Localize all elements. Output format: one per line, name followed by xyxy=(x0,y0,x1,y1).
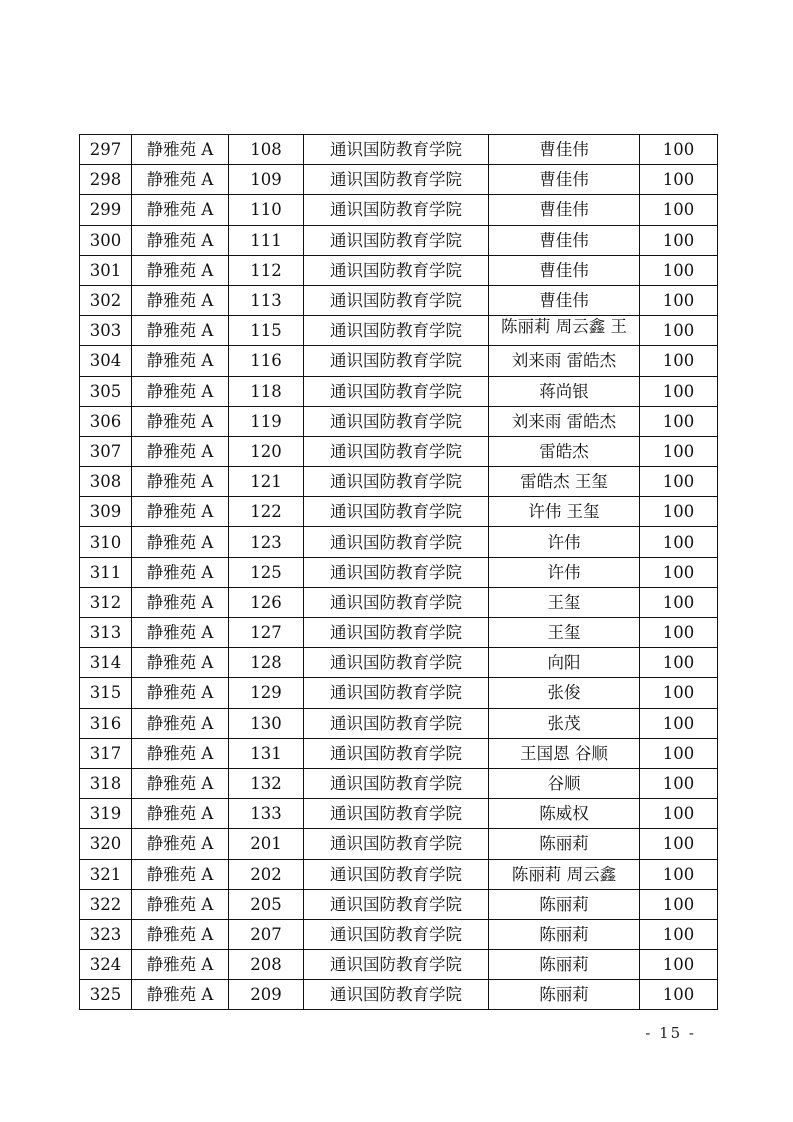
table-row xyxy=(80,436,718,466)
cell-building: 静雅苑 A xyxy=(132,980,229,1010)
cell-college: 通识国防教育学院 xyxy=(304,889,489,919)
cell-room: 207 xyxy=(229,919,304,949)
cell-building: 静雅苑 A xyxy=(132,285,229,315)
cell-building: 静雅苑 A xyxy=(132,376,229,406)
cell-building: 静雅苑 A xyxy=(132,135,229,165)
table-row xyxy=(80,708,718,738)
cell-score: 100 xyxy=(640,165,718,195)
table-row xyxy=(80,165,718,195)
cell-score: 100 xyxy=(640,799,718,829)
table-row xyxy=(80,648,718,678)
cell-college: 通识国防教育学院 xyxy=(304,950,489,980)
cell-college: 通识国防教育学院 xyxy=(304,225,489,255)
cell-name: 陈丽莉 xyxy=(489,919,640,949)
cell-college: 通识国防教育学院 xyxy=(304,768,489,798)
cell-building: 静雅苑 A xyxy=(132,467,229,497)
cell-building: 静雅苑 A xyxy=(132,829,229,859)
cell-seq: 303 xyxy=(80,316,132,346)
cell-score: 100 xyxy=(640,980,718,1010)
cell-score: 100 xyxy=(640,376,718,406)
cell-name: 王玺 xyxy=(489,587,640,617)
cell-seq: 299 xyxy=(80,195,132,225)
cell-college: 通识国防教育学院 xyxy=(304,618,489,648)
cell-name: 张俊 xyxy=(489,678,640,708)
cell-building: 静雅苑 A xyxy=(132,859,229,889)
cell-college: 通识国防教育学院 xyxy=(304,587,489,617)
cell-seq: 316 xyxy=(80,708,132,738)
cell-building: 静雅苑 A xyxy=(132,527,229,557)
cell-building: 静雅苑 A xyxy=(132,436,229,466)
cell-name: 曹佳伟 xyxy=(489,285,640,315)
table-row xyxy=(80,557,718,587)
cell-seq: 318 xyxy=(80,768,132,798)
cell-seq: 313 xyxy=(80,618,132,648)
cell-room: 205 xyxy=(229,889,304,919)
cell-room: 108 xyxy=(229,135,304,165)
table-row xyxy=(80,829,718,859)
cell-score: 100 xyxy=(640,195,718,225)
cell-building: 静雅苑 A xyxy=(132,950,229,980)
cell-name: 雷皓杰 xyxy=(489,436,640,466)
cell-score: 100 xyxy=(640,135,718,165)
cell-building: 静雅苑 A xyxy=(132,708,229,738)
cell-seq: 300 xyxy=(80,225,132,255)
cell-seq: 305 xyxy=(80,376,132,406)
table-row xyxy=(80,799,718,829)
cell-college: 通识国防教育学院 xyxy=(304,527,489,557)
cell-seq: 302 xyxy=(80,285,132,315)
cell-seq: 304 xyxy=(80,346,132,376)
cell-name: 刘来雨 雷皓杰 xyxy=(489,406,640,436)
cell-score: 100 xyxy=(640,436,718,466)
cell-seq: 325 xyxy=(80,980,132,1010)
cell-name: 陈丽莉 周云鑫 xyxy=(489,859,640,889)
cell-score: 100 xyxy=(640,708,718,738)
cell-score: 100 xyxy=(640,678,718,708)
cell-name: 许伟 王玺 xyxy=(489,497,640,527)
cell-name: 陈丽莉 xyxy=(489,980,640,1010)
table-row xyxy=(80,346,718,376)
cell-score: 100 xyxy=(640,255,718,285)
cell-name: 陈威权 xyxy=(489,799,640,829)
cell-seq: 319 xyxy=(80,799,132,829)
cell-score: 100 xyxy=(640,285,718,315)
cell-score: 100 xyxy=(640,587,718,617)
cell-college: 通识国防教育学院 xyxy=(304,557,489,587)
cell-room: 127 xyxy=(229,618,304,648)
cell-room: 113 xyxy=(229,285,304,315)
cell-seq: 322 xyxy=(80,889,132,919)
cell-seq: 317 xyxy=(80,738,132,768)
cell-building: 静雅苑 A xyxy=(132,648,229,678)
cell-score: 100 xyxy=(640,950,718,980)
cell-building: 静雅苑 A xyxy=(132,346,229,376)
cell-name: 曹佳伟 xyxy=(489,225,640,255)
cell-score: 100 xyxy=(640,316,718,346)
cell-building: 静雅苑 A xyxy=(132,316,229,346)
cell-room: 121 xyxy=(229,467,304,497)
cell-name: 陈丽莉 周云鑫 王 xyxy=(489,316,640,346)
cell-name: 曹佳伟 xyxy=(489,255,640,285)
cell-score: 100 xyxy=(640,889,718,919)
cell-name: 王国恩 谷顺 xyxy=(489,738,640,768)
cell-room: 201 xyxy=(229,829,304,859)
cell-score: 100 xyxy=(640,919,718,949)
cell-room: 209 xyxy=(229,980,304,1010)
cell-college: 通识国防教育学院 xyxy=(304,678,489,708)
cell-seq: 315 xyxy=(80,678,132,708)
table-row xyxy=(80,316,718,346)
cell-building: 静雅苑 A xyxy=(132,225,229,255)
cell-score: 100 xyxy=(640,768,718,798)
cell-score: 100 xyxy=(640,859,718,889)
cell-building: 静雅苑 A xyxy=(132,768,229,798)
table-row xyxy=(80,497,718,527)
cell-building: 静雅苑 A xyxy=(132,255,229,285)
cell-seq: 320 xyxy=(80,829,132,859)
cell-score: 100 xyxy=(640,618,718,648)
cell-building: 静雅苑 A xyxy=(132,618,229,648)
cell-building: 静雅苑 A xyxy=(132,195,229,225)
cell-building: 静雅苑 A xyxy=(132,678,229,708)
cell-score: 100 xyxy=(640,527,718,557)
cell-seq: 307 xyxy=(80,436,132,466)
cell-college: 通识国防教育学院 xyxy=(304,406,489,436)
cell-name: 陈丽莉 xyxy=(489,889,640,919)
cell-score: 100 xyxy=(640,557,718,587)
cell-college: 通识国防教育学院 xyxy=(304,919,489,949)
table-row xyxy=(80,678,718,708)
cell-room: 129 xyxy=(229,678,304,708)
cell-room: 116 xyxy=(229,346,304,376)
table-row xyxy=(80,406,718,436)
cell-building: 静雅苑 A xyxy=(132,799,229,829)
table-row xyxy=(80,980,718,1010)
table-body xyxy=(80,135,718,1010)
cell-room: 125 xyxy=(229,557,304,587)
cell-college: 通识国防教育学院 xyxy=(304,376,489,406)
cell-seq: 323 xyxy=(80,919,132,949)
cell-college: 通识国防教育学院 xyxy=(304,859,489,889)
cell-name: 张茂 xyxy=(489,708,640,738)
cell-college: 通识国防教育学院 xyxy=(304,467,489,497)
cell-building: 静雅苑 A xyxy=(132,587,229,617)
cell-building: 静雅苑 A xyxy=(132,406,229,436)
table-row xyxy=(80,195,718,225)
table-row xyxy=(80,889,718,919)
table-row xyxy=(80,768,718,798)
table-row xyxy=(80,859,718,889)
cell-seq: 306 xyxy=(80,406,132,436)
table-row xyxy=(80,919,718,949)
cell-college: 通识国防教育学院 xyxy=(304,165,489,195)
cell-room: 208 xyxy=(229,950,304,980)
cell-score: 100 xyxy=(640,225,718,255)
table-row xyxy=(80,527,718,557)
cell-college: 通识国防教育学院 xyxy=(304,346,489,376)
cell-score: 100 xyxy=(640,497,718,527)
cell-college: 通识国防教育学院 xyxy=(304,135,489,165)
cell-college: 通识国防教育学院 xyxy=(304,436,489,466)
cell-name: 曹佳伟 xyxy=(489,135,640,165)
cell-college: 通识国防教育学院 xyxy=(304,316,489,346)
cell-building: 静雅苑 A xyxy=(132,889,229,919)
table-row xyxy=(80,376,718,406)
table-row xyxy=(80,135,718,165)
cell-college: 通识国防教育学院 xyxy=(304,497,489,527)
cell-seq: 311 xyxy=(80,557,132,587)
cell-college: 通识国防教育学院 xyxy=(304,285,489,315)
cell-college: 通识国防教育学院 xyxy=(304,255,489,285)
cell-college: 通识国防教育学院 xyxy=(304,829,489,859)
cell-room: 119 xyxy=(229,406,304,436)
cell-room: 128 xyxy=(229,648,304,678)
cell-name: 陈丽莉 xyxy=(489,829,640,859)
cell-college: 通识国防教育学院 xyxy=(304,738,489,768)
cell-college: 通识国防教育学院 xyxy=(304,980,489,1010)
table-row xyxy=(80,467,718,497)
page-number: - 15 - xyxy=(645,1024,696,1042)
cell-college: 通识国防教育学院 xyxy=(304,195,489,225)
cell-building: 静雅苑 A xyxy=(132,497,229,527)
cell-room: 122 xyxy=(229,497,304,527)
cell-name: 蒋尚银 xyxy=(489,376,640,406)
cell-score: 100 xyxy=(640,829,718,859)
cell-seq: 308 xyxy=(80,467,132,497)
cell-room: 120 xyxy=(229,436,304,466)
cell-room: 131 xyxy=(229,738,304,768)
cell-score: 100 xyxy=(640,406,718,436)
cell-name: 刘来雨 雷皓杰 xyxy=(489,346,640,376)
cell-room: 109 xyxy=(229,165,304,195)
cell-score: 100 xyxy=(640,648,718,678)
cell-seq: 312 xyxy=(80,587,132,617)
cell-score: 100 xyxy=(640,738,718,768)
cell-room: 123 xyxy=(229,527,304,557)
cell-name: 曹佳伟 xyxy=(489,165,640,195)
cell-seq: 310 xyxy=(80,527,132,557)
cell-building: 静雅苑 A xyxy=(132,557,229,587)
cell-name: 王玺 xyxy=(489,618,640,648)
cell-room: 112 xyxy=(229,255,304,285)
cell-building: 静雅苑 A xyxy=(132,165,229,195)
cell-name: 谷顺 xyxy=(489,768,640,798)
cell-room: 126 xyxy=(229,587,304,617)
cell-name: 许伟 xyxy=(489,557,640,587)
cell-college: 通识国防教育学院 xyxy=(304,799,489,829)
table-row xyxy=(80,225,718,255)
table-row xyxy=(80,950,718,980)
cell-score: 100 xyxy=(640,346,718,376)
cell-room: 202 xyxy=(229,859,304,889)
cell-room: 115 xyxy=(229,316,304,346)
cell-room: 132 xyxy=(229,768,304,798)
cell-seq: 301 xyxy=(80,255,132,285)
table-row xyxy=(80,738,718,768)
cell-score: 100 xyxy=(640,467,718,497)
cell-room: 111 xyxy=(229,225,304,255)
cell-name: 许伟 xyxy=(489,527,640,557)
cell-building: 静雅苑 A xyxy=(132,738,229,768)
cell-seq: 314 xyxy=(80,648,132,678)
cell-name: 向阳 xyxy=(489,648,640,678)
cell-seq: 324 xyxy=(80,950,132,980)
cell-building: 静雅苑 A xyxy=(132,919,229,949)
cell-seq: 321 xyxy=(80,859,132,889)
cell-name: 陈丽莉 xyxy=(489,950,640,980)
cell-name: 雷皓杰 王玺 xyxy=(489,467,640,497)
table-row xyxy=(80,618,718,648)
cell-room: 110 xyxy=(229,195,304,225)
cell-room: 118 xyxy=(229,376,304,406)
cell-room: 133 xyxy=(229,799,304,829)
dormitory-score-table xyxy=(79,134,718,1010)
table-row xyxy=(80,587,718,617)
table-row xyxy=(80,255,718,285)
cell-seq: 298 xyxy=(80,165,132,195)
table-row xyxy=(80,285,718,315)
cell-seq: 309 xyxy=(80,497,132,527)
cell-college: 通识国防教育学院 xyxy=(304,708,489,738)
cell-college: 通识国防教育学院 xyxy=(304,648,489,678)
cell-seq: 297 xyxy=(80,135,132,165)
cell-room: 130 xyxy=(229,708,304,738)
cell-name: 曹佳伟 xyxy=(489,195,640,225)
